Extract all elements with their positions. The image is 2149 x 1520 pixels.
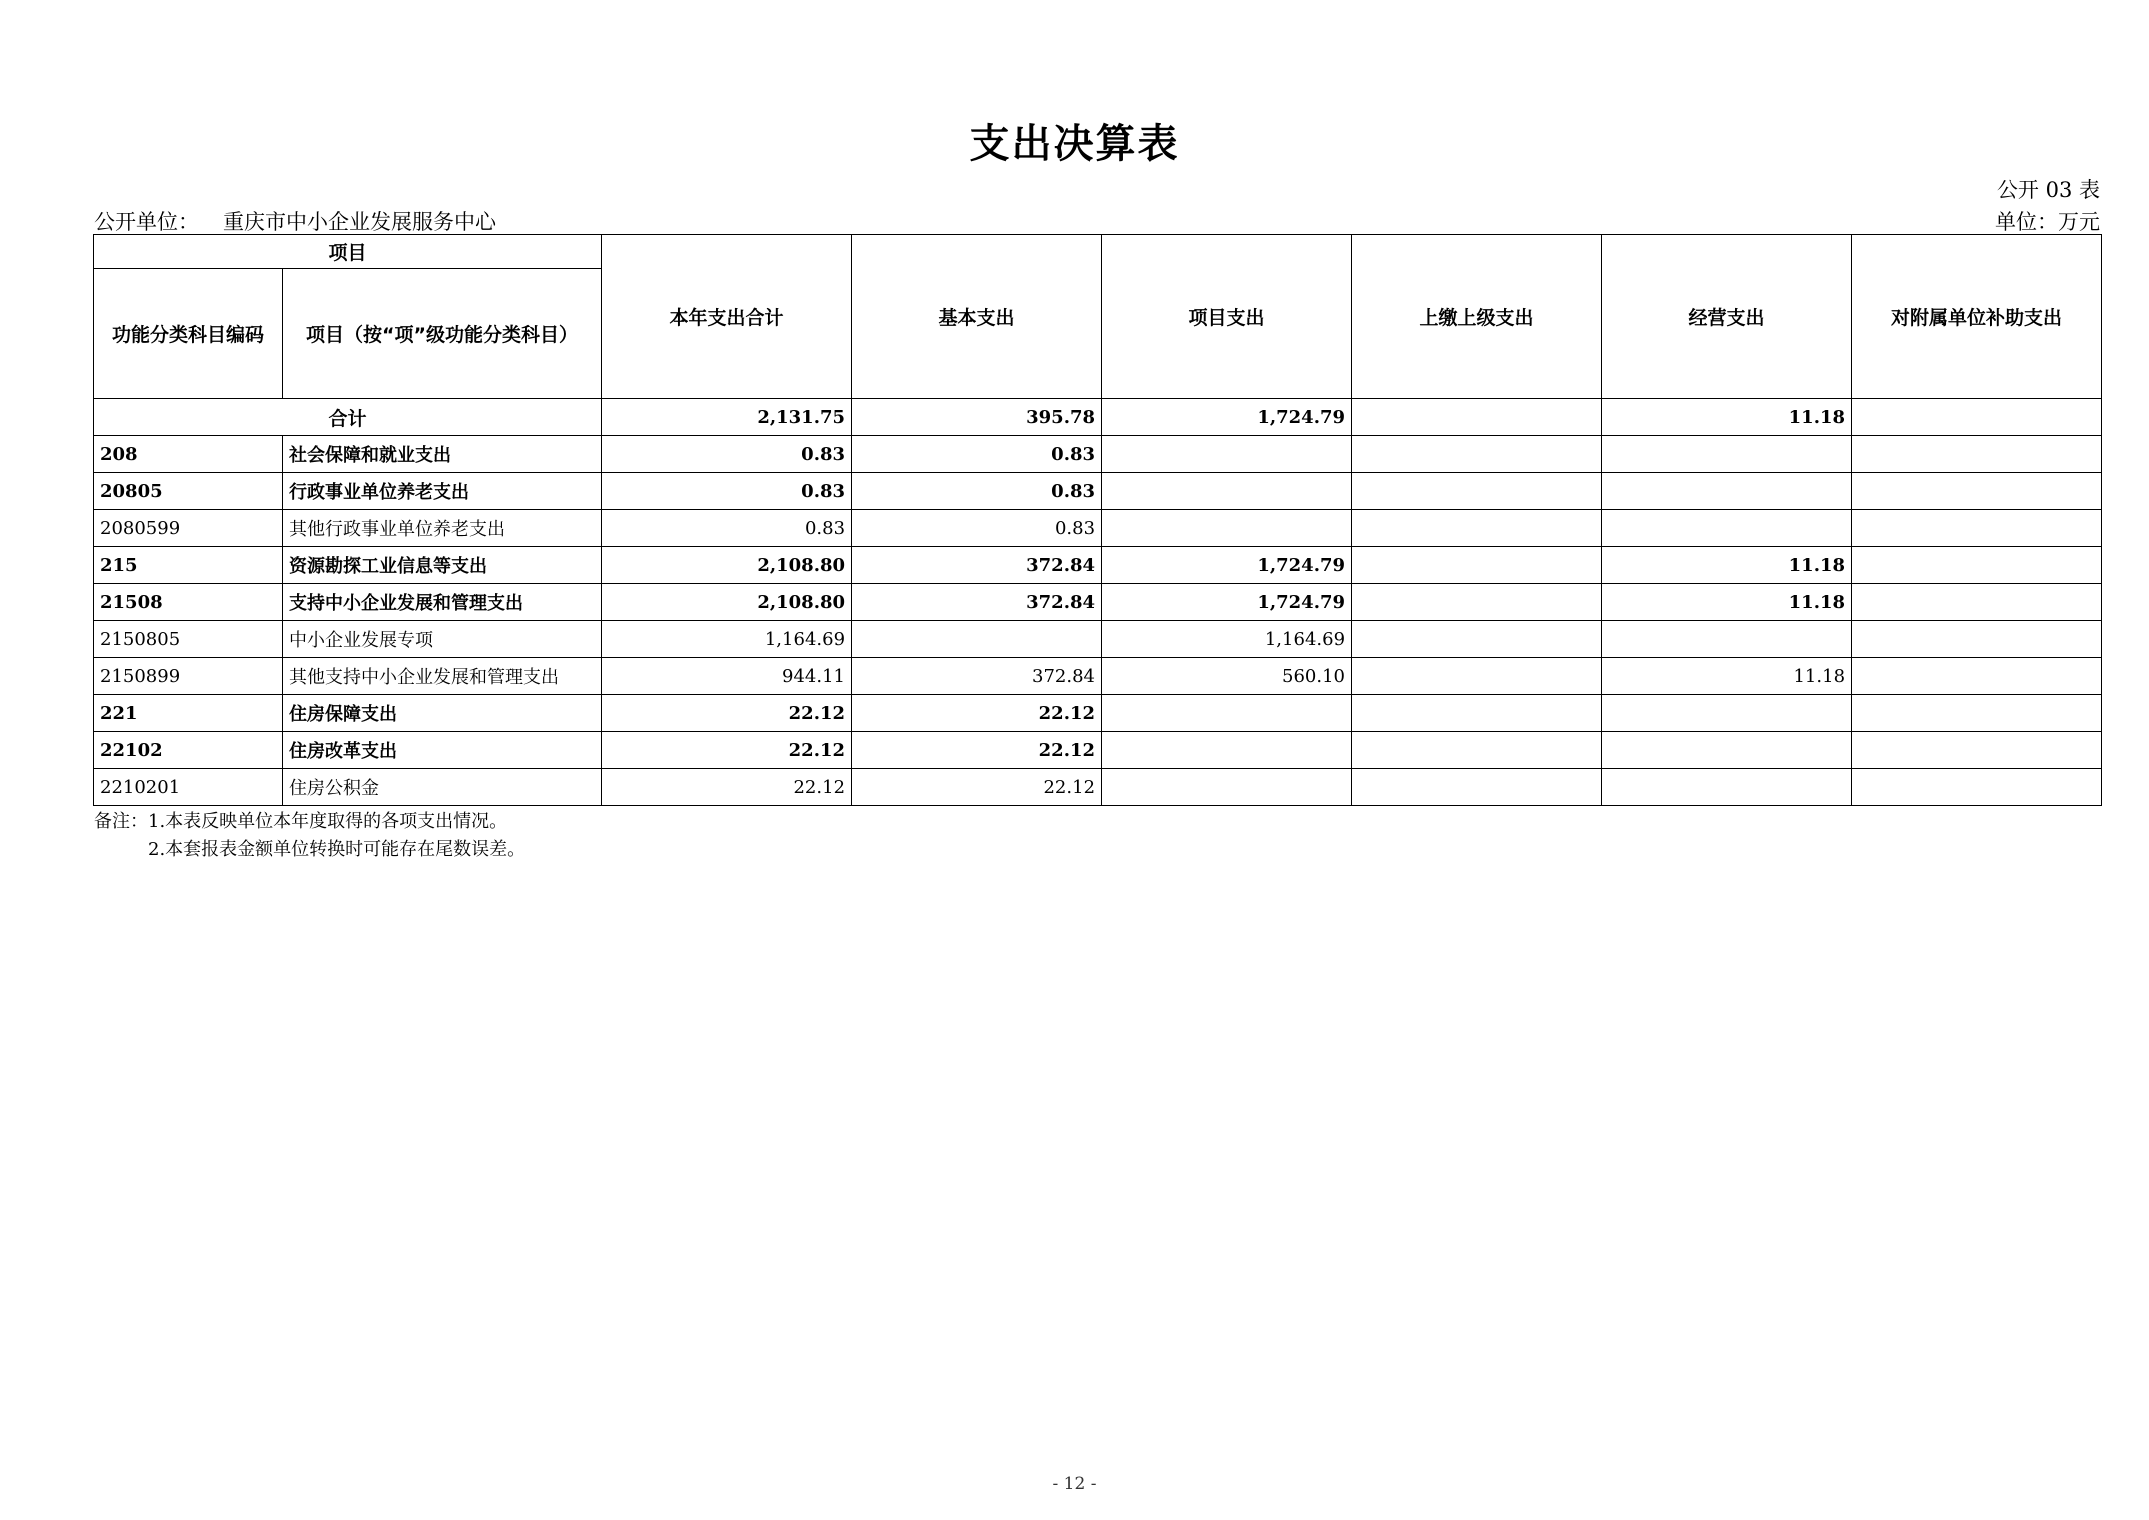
table-row — [94, 510, 2102, 547]
cell-project — [1102, 769, 1352, 806]
cell-project — [1102, 510, 1352, 547]
header-superior: 上缴上级支出 — [1352, 235, 1602, 399]
cell-name: 住房公积金 — [283, 769, 602, 806]
cell-business: 11.18 — [1602, 547, 1852, 584]
cell-superior — [1352, 621, 1602, 658]
cell-project — [1102, 695, 1352, 732]
total-cell-subsidy — [1852, 399, 2102, 436]
cell-name: 其他支持中小企业发展和管理支出 — [283, 658, 602, 695]
page-number: - 12 - — [1052, 1474, 1097, 1494]
cell-business — [1602, 732, 1852, 769]
cell-superior — [1352, 658, 1602, 695]
cell-total: 2,108.80 — [602, 584, 852, 621]
cell-name: 其他行政事业单位养老支出 — [283, 510, 602, 547]
cell-name: 住房改革支出 — [283, 732, 602, 769]
cell-business — [1602, 473, 1852, 510]
cell-basic — [852, 621, 1102, 658]
cell-superior — [1352, 584, 1602, 621]
table-row — [94, 473, 2102, 510]
currency-unit: 单位：万元 — [1995, 210, 2100, 234]
table-row — [94, 547, 2102, 584]
cell-subsidy — [1852, 769, 2102, 806]
cell-name: 资源勘探工业信息等支出 — [283, 547, 602, 584]
cell-superior — [1352, 695, 1602, 732]
total-cell-basic: 395.78 — [852, 399, 1102, 436]
header-project-group: 项目 — [94, 235, 602, 269]
form-number: 公开 03 表 — [1996, 178, 2100, 202]
header-project: 项目支出 — [1102, 235, 1352, 399]
total-row — [94, 399, 2102, 436]
cell-name: 行政事业单位养老支出 — [283, 473, 602, 510]
cell-total: 0.83 — [602, 473, 852, 510]
cell-business — [1602, 436, 1852, 473]
cell-basic: 0.83 — [852, 473, 1102, 510]
cell-total: 0.83 — [602, 436, 852, 473]
header-subsidy: 对附属单位补助支出 — [1852, 235, 2102, 399]
cell-total: 22.12 — [602, 695, 852, 732]
cell-basic: 372.84 — [852, 547, 1102, 584]
cell-total: 22.12 — [602, 769, 852, 806]
table-row — [94, 695, 2102, 732]
cell-subsidy — [1852, 473, 2102, 510]
notes — [94, 808, 525, 864]
table-row — [94, 658, 2102, 695]
cell-superior — [1352, 547, 1602, 584]
cell-code: 2080599 — [94, 510, 283, 547]
cell-superior — [1352, 473, 1602, 510]
note-line-2: 2.本套报表金额单位转换时可能存在尾数误差。 — [148, 839, 526, 860]
cell-business — [1602, 510, 1852, 547]
cell-basic: 372.84 — [852, 658, 1102, 695]
cell-business — [1602, 621, 1852, 658]
cell-total: 944.11 — [602, 658, 852, 695]
total-cell-total: 2,131.75 — [602, 399, 852, 436]
cell-code: 22102 — [94, 732, 283, 769]
cell-subsidy — [1852, 436, 2102, 473]
cell-code: 208 — [94, 436, 283, 473]
cell-subsidy — [1852, 732, 2102, 769]
table-row — [94, 732, 2102, 769]
cell-business — [1602, 769, 1852, 806]
cell-business: 11.18 — [1602, 584, 1852, 621]
cell-code: 2150805 — [94, 621, 283, 658]
cell-subsidy — [1852, 510, 2102, 547]
cell-basic: 22.12 — [852, 769, 1102, 806]
table-row — [94, 436, 2102, 473]
cell-business: 11.18 — [1602, 658, 1852, 695]
cell-code: 215 — [94, 547, 283, 584]
unit-name: 重庆市中小企业发展服务中心 — [223, 210, 496, 234]
cell-superior — [1352, 732, 1602, 769]
cell-business — [1602, 695, 1852, 732]
cell-basic: 22.12 — [852, 732, 1102, 769]
cell-project: 1,724.79 — [1102, 547, 1352, 584]
table-row — [94, 769, 2102, 806]
cell-project: 1,164.69 — [1102, 621, 1352, 658]
cell-code: 20805 — [94, 473, 283, 510]
cell-code: 2150899 — [94, 658, 283, 695]
note-line-1: 备注：1.本表反映单位本年度取得的各项支出情况。 — [94, 811, 508, 832]
cell-total: 1,164.69 — [602, 621, 852, 658]
cell-subsidy — [1852, 695, 2102, 732]
cell-basic: 0.83 — [852, 436, 1102, 473]
total-cell-project: 1,724.79 — [1102, 399, 1352, 436]
cell-name: 住房保障支出 — [283, 695, 602, 732]
total-cell-superior — [1352, 399, 1602, 436]
cell-superior — [1352, 769, 1602, 806]
cell-basic: 372.84 — [852, 584, 1102, 621]
cell-subsidy — [1852, 658, 2102, 695]
header-total: 本年支出合计 — [602, 235, 852, 399]
cell-project — [1102, 436, 1352, 473]
total-cell-business: 11.18 — [1602, 399, 1852, 436]
cell-project — [1102, 473, 1352, 510]
cell-name: 支持中小企业发展和管理支出 — [283, 584, 602, 621]
header-code: 功能分类科目编码 — [94, 269, 283, 399]
cell-subsidy — [1852, 621, 2102, 658]
cell-code: 221 — [94, 695, 283, 732]
cell-code: 21508 — [94, 584, 283, 621]
reporting-unit — [94, 206, 496, 236]
cell-code: 2210201 — [94, 769, 283, 806]
cell-basic: 22.12 — [852, 695, 1102, 732]
cell-total: 2,108.80 — [602, 547, 852, 584]
table-row — [94, 584, 2102, 621]
header-business: 经营支出 — [1602, 235, 1852, 399]
cell-name: 中小企业发展专项 — [283, 621, 602, 658]
table-row — [94, 621, 2102, 658]
cell-name: 社会保障和就业支出 — [283, 436, 602, 473]
cell-total: 0.83 — [602, 510, 852, 547]
header-name: 项目（按“项”级功能分类科目） — [283, 269, 602, 399]
cell-superior — [1352, 436, 1602, 473]
cell-project: 1,724.79 — [1102, 584, 1352, 621]
cell-project — [1102, 732, 1352, 769]
cell-project: 560.10 — [1102, 658, 1352, 695]
unit-label: 公开单位： — [94, 210, 199, 234]
expenditure-table — [93, 234, 2102, 806]
total-label: 合计 — [94, 399, 602, 436]
header-basic: 基本支出 — [852, 235, 1102, 399]
cell-basic: 0.83 — [852, 510, 1102, 547]
cell-subsidy — [1852, 584, 2102, 621]
cell-subsidy — [1852, 547, 2102, 584]
cell-total: 22.12 — [602, 732, 852, 769]
page-title: 支出决算表 — [969, 121, 1180, 167]
cell-superior — [1352, 510, 1602, 547]
